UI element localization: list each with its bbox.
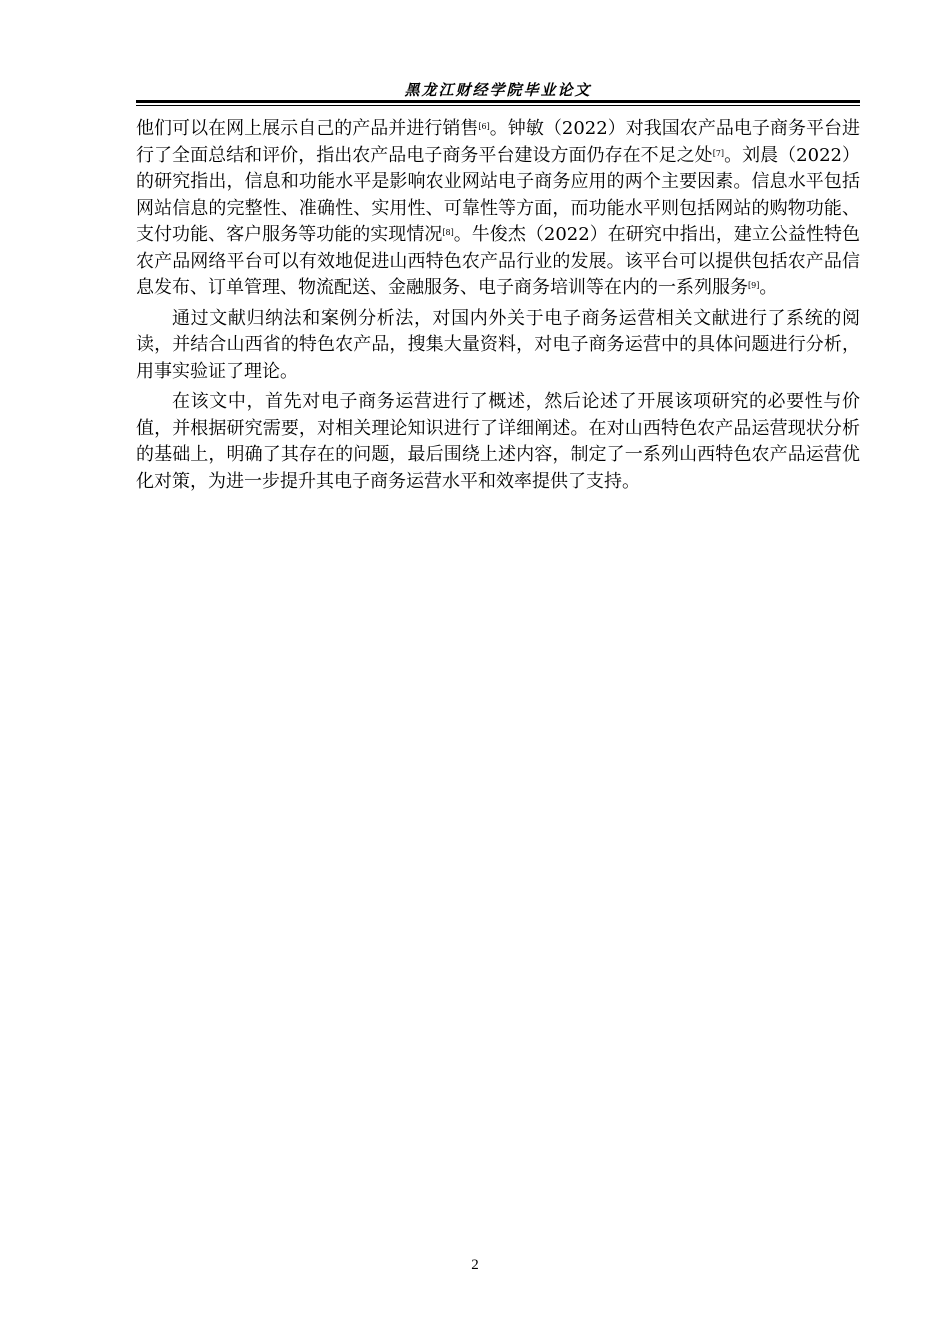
paragraph-text: 他们可以在网上展示自己的产品并进行销售 [136,118,479,139]
paragraph [136,306,860,386]
header-rule-thick [136,100,860,103]
header-rule-thin [136,105,860,106]
paragraph-text: 通过文献归纳法和案例分析法，对国内外关于电子商务运营相关文献进行了系统的阅读，并结合山西省的特色农产品，搜集大量资料，对电子商务运营中的具体问题进行分析，用事实验证了理论。 [136,307,860,382]
citation-marker: [7] [712,148,725,158]
citation-marker: [6] [478,122,490,131]
paragraph-text: 。钟敏（2022）对我国农产品电子商务平台进行了全面总结和评价，指出农产品电子商务平台建设方面仍存在不足之处 [136,118,860,166]
citation-marker: [9] [748,281,760,290]
body-text [136,116,860,499]
paragraph-text: 。 [759,277,778,298]
citation-marker: [8] [442,228,454,237]
paragraph [136,389,860,495]
paragraph-text: 。刘晨（2022）的研究指出，信息和功能水平是影响农业网站电子商务应用的两个主要因素。信息水平包括网站信息的完整性、准确性、实用性、可靠性等方面，而功能水平则包括网站的购物功能、支付功能、客户服务等功能的实现情况 [136,144,861,245]
paragraph-text: 。牛俊杰（2022）在研究中指出，建立公益性特色农产品网络平台可以有效地促进山西特色农产品行业的发展。该平台可以提供包括农产品信息发布、订单管理、物流配送、金融服务、电子商务培训等在内的一系列服务 [136,224,861,298]
page-number: 2 [471,1257,479,1273]
paragraph [136,116,860,302]
page-header-title: 黑龙江财经学院毕业论文 [404,81,592,99]
paragraph-text: 在该文中，首先对电子商务运营进行了概述，然后论述了开展该项研究的必要性与价值，并根据研究需要，对相关理论知识进行了详细阐述。在对山西特色农产品运营现状分析的基础上，明确了其存在的问题，最后围绕上述内容，制定了一系列山西特色农产品运营优化对策，为进一步提升其电子商务运营水平和效率提供了支持。 [136,391,860,492]
